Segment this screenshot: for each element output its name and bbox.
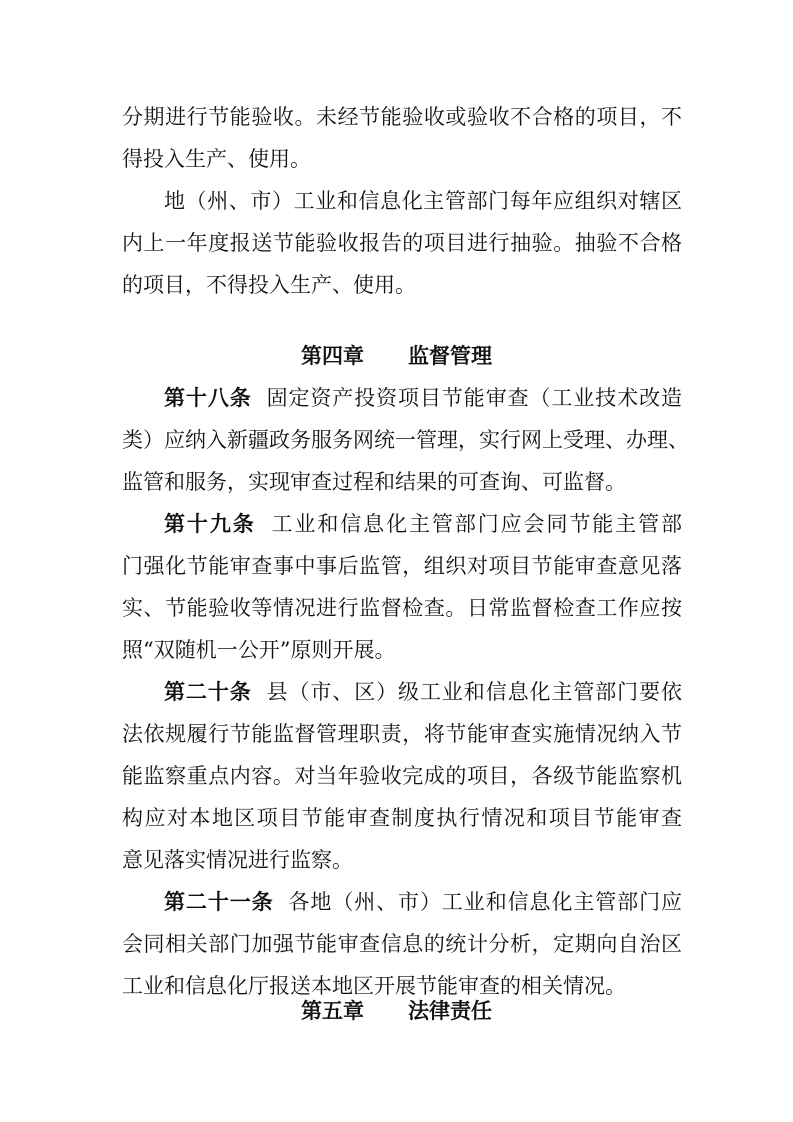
paragraph-line: 照“双随机一公开”原则开展。 [122, 638, 396, 662]
paragraph-line: 能监察重点内容。对当年验收完成的项目，各级节能监察机 [122, 764, 682, 788]
paragraph-line: 得投入生产、使用。 [122, 147, 311, 171]
article-first-line [164, 383, 682, 413]
article-text: 工业和信息化主管部门应会同节能主管部 [269, 512, 683, 536]
chapter-number: 第四章 [301, 344, 364, 368]
chapter-heading [0, 996, 793, 1026]
paragraph-line: 的项目，不得投入生产、使用。 [122, 273, 416, 297]
chapter-heading [0, 341, 793, 371]
paragraph-line: 内上一年度报送节能验收报告的项目进行抽验。抽验不合格 [122, 231, 682, 255]
article-label: 第二十一条 [164, 890, 274, 914]
article-text: 各地（州、市）工业和信息化主管部门应 [287, 890, 683, 914]
article-label: 第十九条 [164, 512, 256, 536]
article-first-line [164, 887, 682, 917]
paragraph-line: 实、节能验收等情况进行监督检查。日常监督检查工作应按 [122, 596, 682, 620]
chapter-title: 法律责任 [408, 999, 492, 1023]
paragraph-line: 构应对本地区项目节能审查制度执行情况和项目节能审查 [122, 806, 682, 830]
article-first-line [164, 677, 682, 707]
article-text: 固定资产投资项目节能审查（工业技术改造 [265, 386, 683, 410]
paragraph-line: 门强化节能审查事中事后监管，组织对项目节能审查意见落 [122, 554, 682, 578]
paragraph-line: 类）应纳入新疆政务服务网统一管理，实行网上受理、办理、 [122, 428, 689, 452]
article-first-line [164, 509, 682, 539]
article-label: 第十八条 [164, 386, 252, 410]
paragraph-line: 分期进行节能验收。未经节能验收或验收不合格的项目，不 [122, 105, 682, 129]
paragraph-line: 法依规履行节能监督管理职责，将节能审查实施情况纳入节 [122, 722, 682, 746]
chapter-number: 第五章 [301, 999, 364, 1023]
paragraph-line: 工业和信息化厅报送本地区开展节能审查的相关情况。 [122, 974, 626, 998]
paragraph-line: 地（州、市）工业和信息化主管部门每年应组织对辖区 [164, 189, 682, 213]
paragraph-line: 意见落实情况进行监察。 [122, 848, 353, 872]
chapter-title: 监督管理 [408, 344, 492, 368]
article-text: 县（市、区）级工业和信息化主管部门要依 [265, 680, 683, 704]
paragraph-line: 会同相关部门加强节能审查信息的统计分析，定期向自治区 [122, 932, 682, 956]
paragraph-line: 监管和服务，实现审查过程和结果的可查询、可监督。 [122, 470, 626, 494]
article-label: 第二十条 [164, 680, 252, 704]
